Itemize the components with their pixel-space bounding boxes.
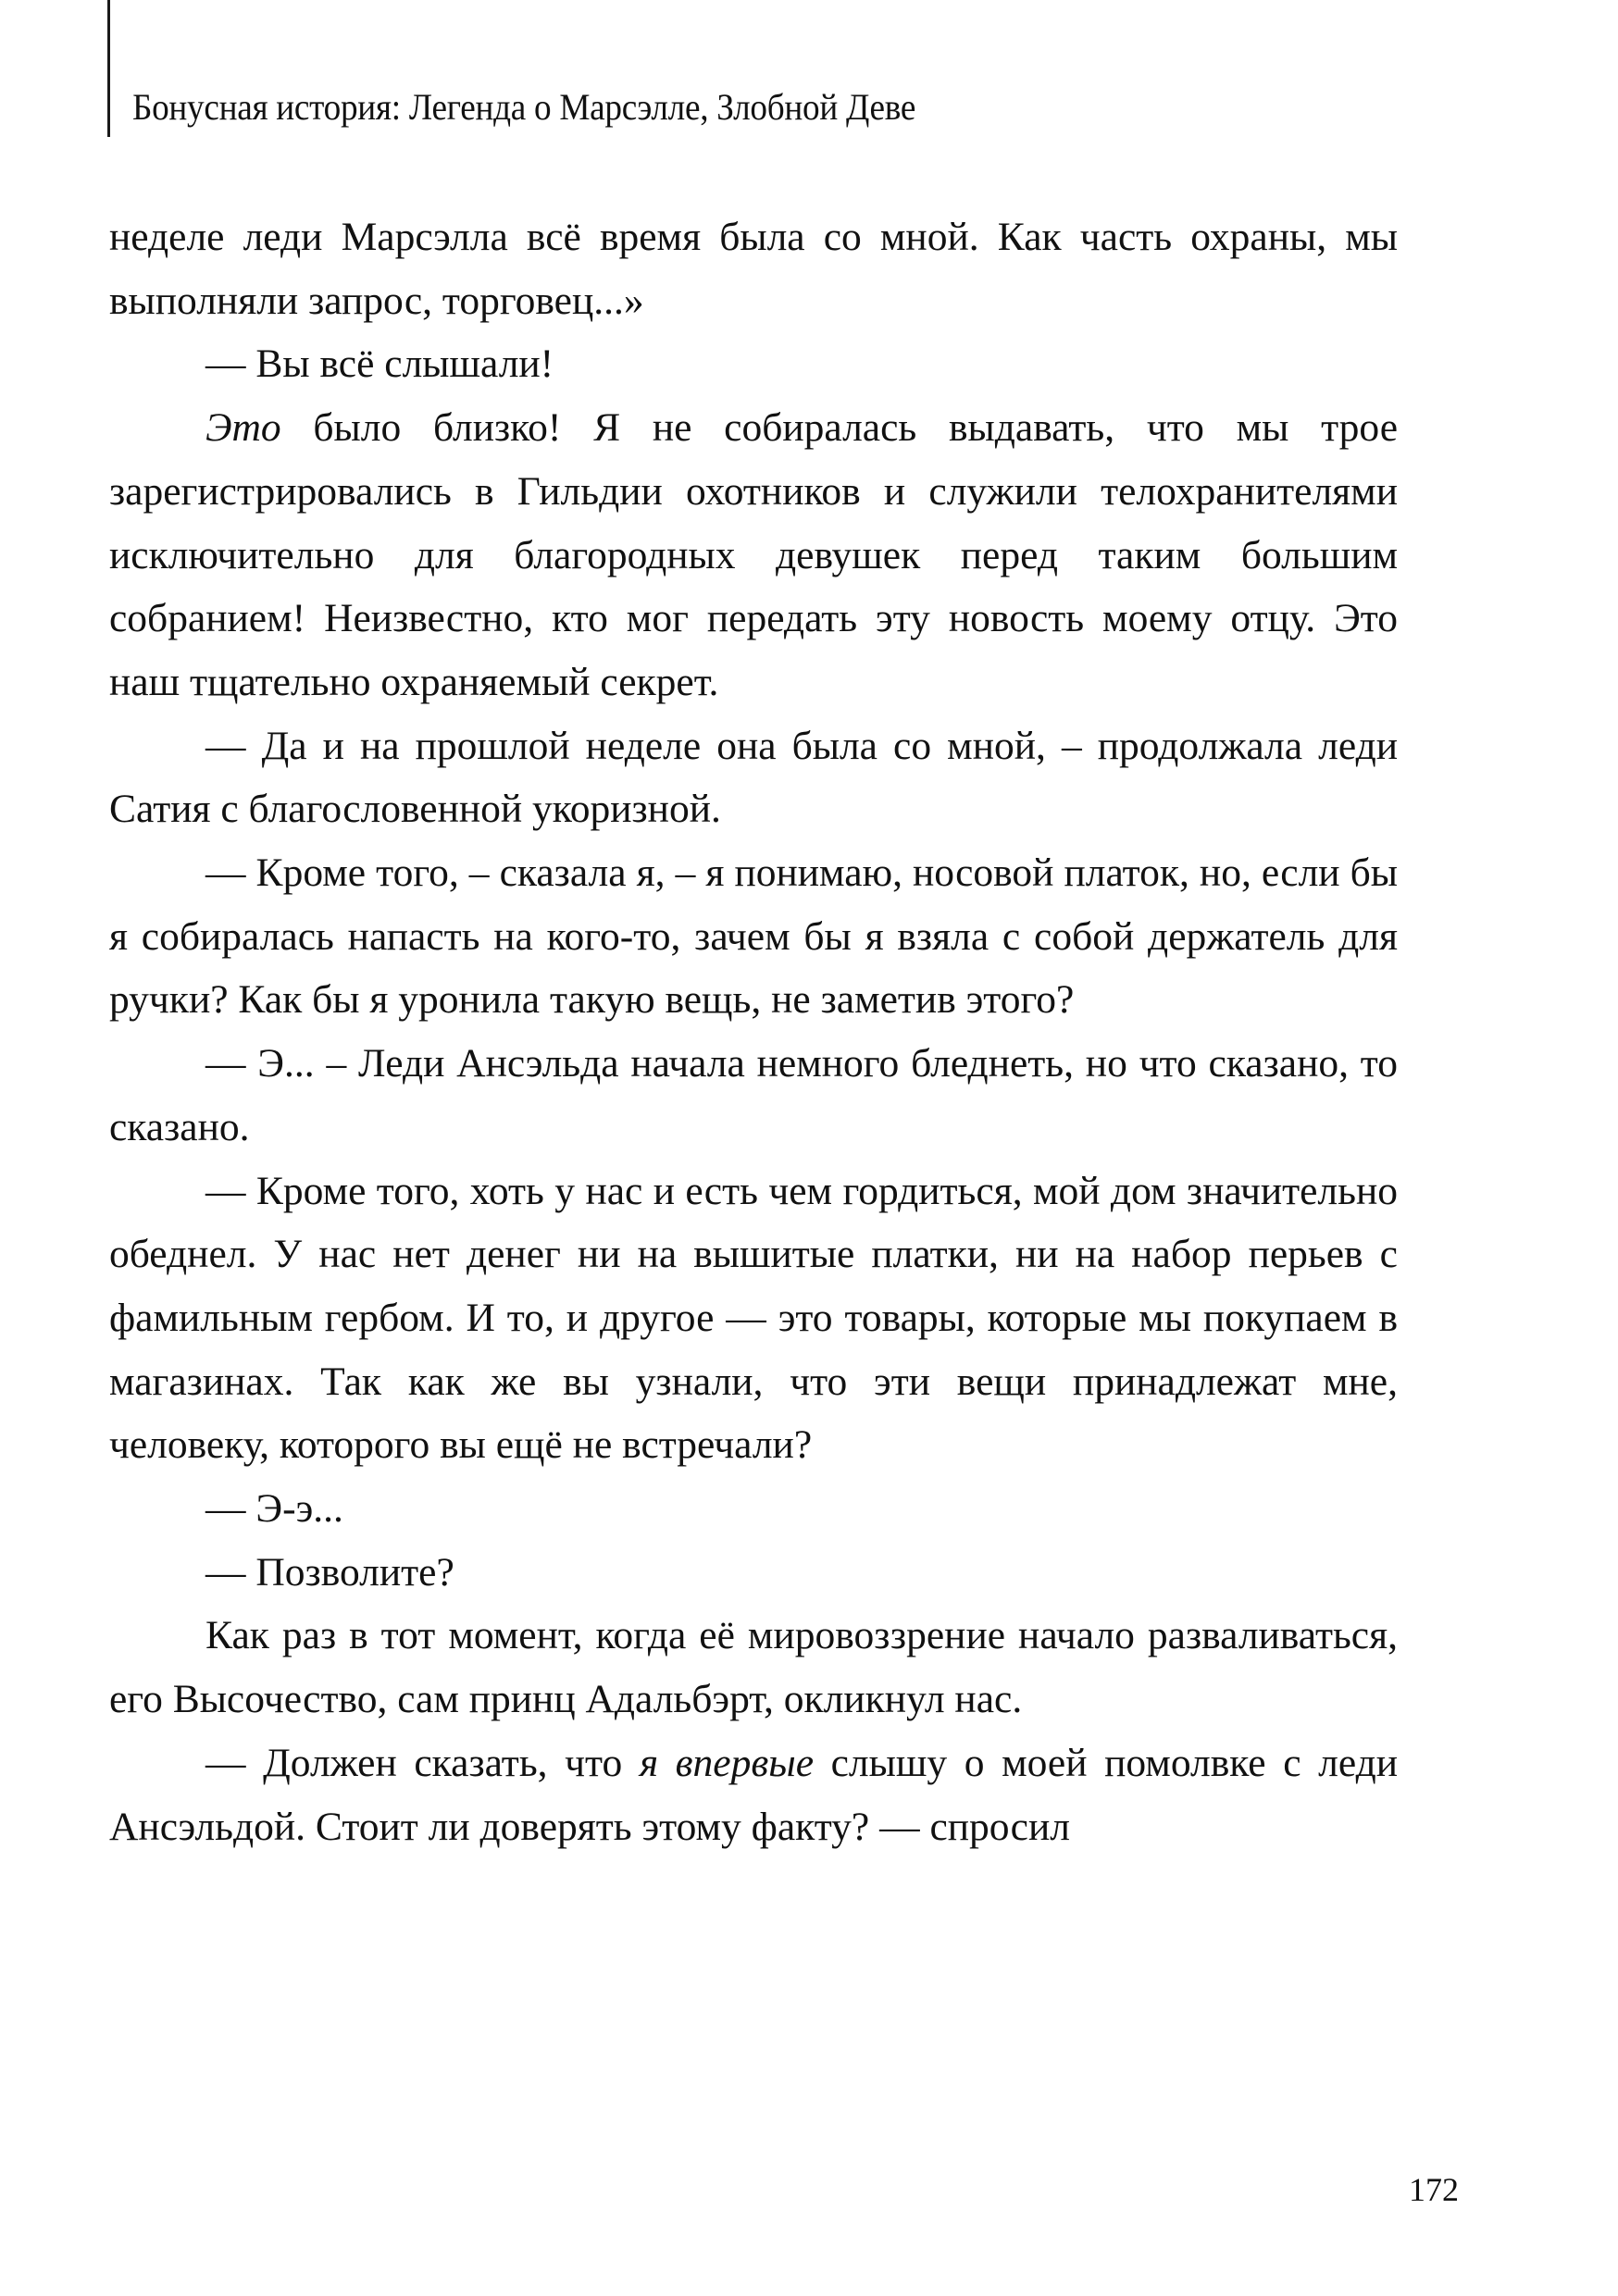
paragraph xyxy=(109,332,1398,396)
paragraph xyxy=(109,1160,1398,1478)
italic-text: я впервые xyxy=(639,1740,815,1785)
text-segment: — Должен сказать, что xyxy=(205,1740,640,1785)
paragraph xyxy=(109,714,1398,841)
paragraph xyxy=(109,1477,1398,1541)
paragraph xyxy=(109,841,1398,1032)
text-segment: неделе леди Марсэлла всё время была со мной. Как часть охраны, мы выполняли запрос, торговец...» xyxy=(109,215,1398,323)
paragraph xyxy=(109,205,1398,332)
paragraph xyxy=(109,396,1398,714)
text-segment: — Э-э... xyxy=(205,1486,343,1532)
text-segment: — Кроме того, – сказала я, – я понимаю, носовой платок, но, если бы я собиралась напасть на кого-то, зачем бы я взяла с собой держатель для ручки? Как бы я уронила такую вещь, не заметив этого? xyxy=(109,850,1398,1023)
page-number: 172 xyxy=(1409,2171,1459,2208)
running-head: Бонусная история: Легенда о Марсэлле, Злобной Деве xyxy=(132,86,916,128)
paragraph xyxy=(109,1731,1398,1858)
text-segment: Как раз в тот момент, когда её мировоззрение начало разваливаться, его Высочество, сам принц Адальбэрт, окликнул нас. xyxy=(109,1613,1398,1722)
paragraph xyxy=(109,1541,1398,1605)
text-segment: — Э... – Леди Ансэльда начала немного бледнеть, но что сказано, то сказано. xyxy=(109,1041,1398,1149)
text-segment: слышу о моей помолвке с леди Ансэльдой. Стоит ли доверять этому факту? — спросил xyxy=(109,1740,1398,1849)
paragraph xyxy=(109,1604,1398,1731)
italic-text: Это xyxy=(205,405,281,451)
text-segment: — Позволите? xyxy=(205,1549,454,1595)
text-segment: — Вы всё слышали! xyxy=(205,341,554,387)
text-segment: было близко! Я не собиралась выдавать, что мы трое зарегистрировались в Гильдии охотников и служили телохранителями исключительно для благородных девушек перед таким большим собранием! Неизвестно, кто мог передать эту новость моему отцу. Это наш тщательно охраняемый секрет. xyxy=(109,405,1398,704)
body-text xyxy=(109,205,1398,1858)
header-rule xyxy=(107,0,110,137)
text-segment: — Кроме того, хоть у нас и есть чем гордиться, мой дом значительно обеднел. У нас нет денег ни на вышитые платки, ни на набор перьев с фамильным гербом. И то, и другое — это товары, которые мы покупаем в магазинах. Так как же вы узнали, что эти вещи принадлежат мне, человеку, которого вы ещё не встречали? xyxy=(109,1168,1398,1468)
paragraph xyxy=(109,1032,1398,1159)
text-segment: — Да и на прошлой неделе она была со мной, – продолжала леди Сатия с благословенной укоризной. xyxy=(109,723,1398,832)
